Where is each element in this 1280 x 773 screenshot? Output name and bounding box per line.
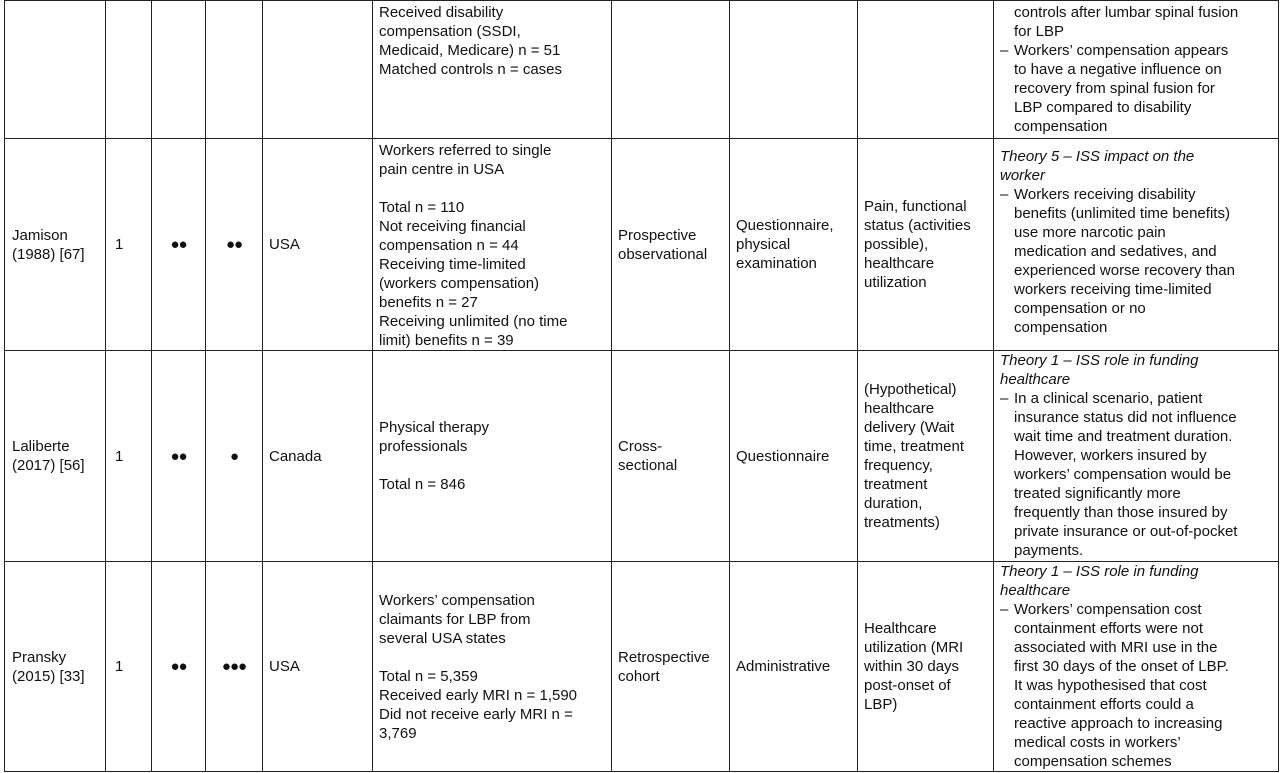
rating-dots: ●●: [170, 236, 187, 253]
population-line: Did not receive early MRI n =: [379, 705, 573, 723]
data-collection-line: examination: [736, 255, 817, 272]
design-line: Retrospective: [618, 648, 710, 666]
population-line: Receiving time-limited: [379, 256, 526, 273]
data-collection-cell: [730, 562, 858, 772]
findings-line: In a clinical scenario, patient: [1014, 390, 1203, 407]
theory-line: Theory 1 – ISS role in funding: [1000, 563, 1199, 580]
population-line: claimants for LBP from: [379, 610, 531, 628]
outcomes-line: post-onset of: [864, 677, 951, 694]
dash-bullet-icon: –: [1000, 42, 1009, 59]
findings-line: for LBP: [1014, 23, 1065, 40]
population-line: Total n = 846: [379, 476, 466, 493]
findings-cell: [994, 562, 1279, 772]
data-collection-line: Administrative: [736, 658, 831, 675]
outcomes-line: treatment: [864, 476, 928, 493]
findings-line: recovery from spinal fusion for: [1014, 80, 1215, 97]
score-cell: [106, 1, 152, 139]
population-line: Physical therapy: [379, 419, 490, 436]
theory-label: [1000, 351, 1272, 389]
author-line: (1988) [67]: [12, 245, 85, 263]
outcomes-cell: [858, 562, 994, 772]
data-collection-cell: [730, 1, 858, 139]
author-cell: [5, 351, 106, 562]
findings-line: workers receiving time-limited: [1014, 281, 1212, 298]
population-line: Received disability: [379, 4, 504, 21]
population-line: Workers’ compensation: [379, 591, 535, 609]
author-line: Jamison: [12, 226, 68, 244]
findings-line: controls after lumbar spinal fusion: [1014, 4, 1239, 21]
country-cell: USA: [263, 562, 373, 772]
outcomes-line: treatments): [864, 514, 940, 531]
author-cell: [5, 1, 106, 139]
findings-line: However, workers insured by: [1014, 447, 1207, 464]
population-line: benefits n = 27: [379, 294, 478, 311]
dash-bullet-icon: –: [1000, 186, 1009, 203]
findings-line: compensation: [1014, 319, 1108, 336]
outcomes-line: healthcare: [864, 400, 935, 417]
population-line: Receiving unlimited (no time: [379, 313, 568, 330]
findings-line: benefits (unlimited time benefits): [1014, 205, 1230, 222]
design-cell: [612, 351, 730, 562]
data-collection-line: Questionnaire: [736, 447, 830, 465]
country-cell: Canada: [263, 351, 373, 562]
findings-line: treated significantly more: [1014, 485, 1181, 502]
data-collection-line: Questionnaire,: [736, 217, 834, 234]
findings-line: compensation schemes: [1014, 753, 1172, 770]
rating-dots-cell: [206, 562, 263, 772]
outcomes-line: within 30 days: [864, 658, 960, 675]
rating-dots-cell: [152, 139, 206, 351]
rating-dots: ●●: [225, 236, 243, 253]
findings-line: containment efforts could a: [1014, 696, 1194, 713]
design-line: Prospective: [618, 226, 697, 244]
findings-line: reactive approach to increasing: [1014, 715, 1223, 732]
design-cell: [612, 1, 730, 139]
findings-line: Workers’ compensation appears: [1014, 42, 1229, 59]
author-cell: [5, 139, 106, 351]
score-cell: 1: [106, 139, 152, 351]
findings-line: frequently than those insured by: [1014, 504, 1228, 521]
findings-line: to have a negative influence on: [1014, 61, 1222, 78]
population-line: Received early MRI n = 1,590: [379, 686, 578, 704]
population-line: Total n = 110: [379, 199, 465, 216]
outcomes-cell: [858, 1, 994, 139]
rating-dots-cell: [206, 1, 263, 139]
findings-line: insurance status did not influence: [1014, 409, 1237, 426]
findings-line: It was hypothesised that cost: [1014, 677, 1207, 694]
line-gap: [379, 179, 605, 198]
finding-bullet: [1000, 185, 1272, 337]
outcomes-line: utilization: [864, 274, 927, 291]
findings-cell: [994, 351, 1279, 562]
findings-line: LBP compared to disability: [1014, 99, 1192, 116]
population-line: Total n = 5,359: [379, 667, 478, 685]
outcomes-line: status (activities: [864, 217, 971, 234]
design-line: cohort: [618, 667, 660, 685]
data-collection-cell: [730, 351, 858, 562]
outcomes-line: delivery (Wait: [864, 419, 955, 436]
country-cell: [263, 1, 373, 139]
findings-line: associated with MRI use in the: [1014, 639, 1218, 656]
data-collection-line: physical: [736, 236, 791, 253]
design-line: Cross-: [618, 438, 663, 455]
population-line: pain centre in USA: [379, 161, 505, 178]
author-line: Laliberte: [12, 438, 70, 455]
population-line: Medicaid, Medicare) n = 51: [379, 42, 561, 59]
population-line: compensation n = 44: [379, 237, 519, 254]
outcomes-line: frequency,: [864, 457, 933, 474]
line-gap: [379, 648, 605, 667]
rating-dots: ●●●: [221, 658, 247, 675]
population-line: several USA states: [379, 629, 506, 647]
findings-line: experienced worse recovery than: [1014, 262, 1235, 279]
findings-line: Workers’ compensation cost: [1014, 601, 1202, 618]
outcomes-line: utilization (MRI: [864, 639, 964, 656]
population-cell: [373, 562, 612, 772]
table-body: [5, 1, 1279, 772]
score-cell: 1: [106, 351, 152, 562]
findings-line: first 30 days of the onset of LBP.: [1014, 658, 1229, 675]
population-cell: [373, 351, 612, 562]
population-line: professionals: [379, 438, 468, 455]
outcomes-line: LBP): [864, 696, 898, 713]
findings-line: medication and sedatives, and: [1014, 243, 1217, 260]
design-cell: [612, 139, 730, 351]
outcomes-line: Healthcare: [864, 620, 937, 637]
population-line: (workers compensation): [379, 275, 540, 292]
rating-dots-cell: [152, 562, 206, 772]
finding-bullet: [1000, 600, 1272, 771]
dash-bullet-icon: –: [1000, 601, 1009, 618]
evidence-table: [4, 0, 1279, 772]
design-line: sectional: [618, 457, 678, 474]
outcomes-cell: [858, 139, 994, 351]
findings-line: private insurance or out-of-pocket: [1014, 523, 1238, 540]
population-line: 3,769: [379, 724, 417, 742]
findings-line: medical costs in workers’: [1014, 734, 1181, 751]
table-row: [5, 1, 1279, 139]
score-cell: 1: [106, 562, 152, 772]
findings-line: workers’ compensation would be: [1014, 466, 1232, 483]
theory-line: healthcare: [1000, 371, 1071, 388]
rating-dots-cell: [206, 351, 263, 562]
rating-dots: ●: [229, 447, 239, 465]
findings-line: use more narcotic pain: [1014, 224, 1166, 241]
design-line: observational: [618, 245, 708, 263]
author-cell: [5, 562, 106, 772]
rating-dots-cell: [152, 1, 206, 139]
theory-label: [1000, 147, 1272, 185]
outcomes-line: Pain, functional: [864, 198, 967, 215]
findings-line: compensation or no: [1014, 300, 1146, 317]
findings-line: compensation: [1014, 118, 1108, 135]
outcomes-line: duration,: [864, 495, 923, 512]
author-line: Pransky: [12, 648, 67, 666]
findings-line: Workers receiving disability: [1014, 186, 1196, 203]
theory-label: [1000, 562, 1272, 600]
line-gap: [379, 456, 605, 475]
rating-dots: ●●: [170, 658, 187, 675]
rating-dots-cell: [206, 139, 263, 351]
theory-line: Theory 5 – ISS impact on the: [1000, 148, 1195, 165]
population-line: limit) benefits n = 39: [379, 332, 514, 349]
theory-line: Theory 1 – ISS role in funding: [1000, 352, 1199, 369]
findings-line: wait time and treatment duration.: [1014, 428, 1233, 445]
population-line: Matched controls n = cases: [379, 61, 563, 78]
table-row: [5, 562, 1279, 772]
finding-bullet: [1000, 389, 1272, 560]
population-line: compensation (SSDI,: [379, 23, 521, 40]
outcomes-line: (Hypothetical): [864, 381, 957, 398]
theory-line: healthcare: [1000, 582, 1071, 599]
table-row: [5, 351, 1279, 562]
theory-line: worker: [1000, 167, 1046, 184]
population-cell: [373, 1, 612, 139]
dash-bullet-icon: –: [1000, 390, 1009, 407]
population-cell: [373, 139, 612, 351]
outcomes-line: time, treatment: [864, 438, 965, 455]
country-cell: USA: [263, 139, 373, 351]
table-row: [5, 139, 1279, 351]
findings-cell: [994, 139, 1279, 351]
author-line: (2017) [56]: [12, 457, 85, 474]
findings-cell: [994, 1, 1279, 139]
design-cell: [612, 562, 730, 772]
population-line: Not receiving financial: [379, 218, 526, 235]
population-line: Workers referred to single: [379, 142, 552, 159]
data-collection-cell: [730, 139, 858, 351]
outcomes-line: healthcare: [864, 255, 935, 272]
outcomes-line: possible),: [864, 236, 929, 253]
outcomes-cell: [858, 351, 994, 562]
rating-dots: ●●: [170, 447, 187, 465]
findings-line: payments.: [1014, 542, 1084, 559]
finding-bullet: [1000, 41, 1272, 136]
rating-dots-cell: [152, 351, 206, 562]
author-line: (2015) [33]: [12, 667, 85, 685]
findings-line: containment efforts were not: [1014, 620, 1203, 637]
